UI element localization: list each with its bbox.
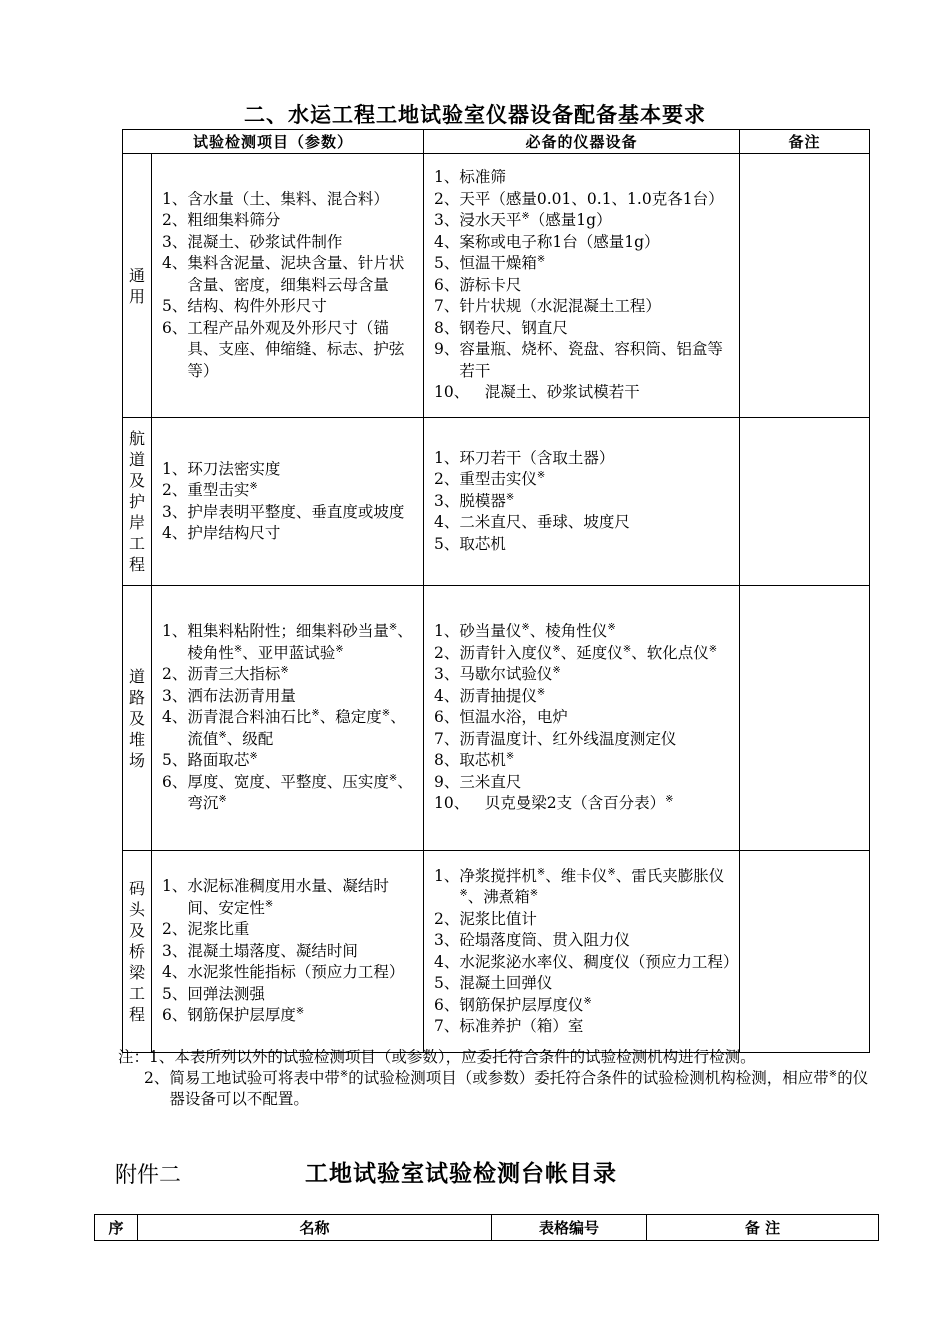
note-number: 1、 <box>149 1048 175 1066</box>
table-row <box>123 154 870 418</box>
note-text: 本表所列以外的试验检测项目（或参数），应委托符合条件的试验检测机构进行检测。 <box>174 1048 756 1066</box>
list-item <box>434 167 731 189</box>
reference-mark: ※ <box>552 643 561 655</box>
equipment-cell <box>424 851 740 1053</box>
reference-mark: ※ <box>233 643 243 655</box>
category-char: 场 <box>128 750 145 770</box>
item-number: 2、 <box>162 211 188 230</box>
list-item <box>162 686 415 708</box>
category-char: 道 <box>128 450 145 469</box>
category-char: 通 <box>128 265 145 285</box>
item-number: 1、 <box>162 877 188 896</box>
header-projects: 试验检测项目（参数） <box>123 130 424 154</box>
item-number: 5、 <box>434 974 460 992</box>
reference-mark: ※ <box>708 643 718 655</box>
item-number: 3、 <box>162 232 188 251</box>
list-item <box>434 448 731 470</box>
item-number: 2、 <box>162 665 188 684</box>
item-text: 钢卷尺、钢直尺 <box>459 318 568 337</box>
item-text: 恒温水浴，电炉 <box>459 708 568 727</box>
attachment-label: 附件二 <box>115 1163 182 1188</box>
item-text: 游标卡尺 <box>459 275 522 294</box>
item-text: 取芯机 <box>459 534 506 553</box>
list-item <box>162 941 415 963</box>
item-text: 容量瓶、烧杯、瓷盘、容积筒、铝盒等若干 <box>459 340 723 380</box>
reference-mark: ※ <box>249 480 258 492</box>
item-text: 脱模器※ <box>459 491 515 510</box>
category-char: 桥 <box>128 942 145 961</box>
category-char: 及 <box>128 921 145 940</box>
item-number: 3、 <box>434 931 460 949</box>
list-item <box>434 707 731 729</box>
equipment-requirements-table <box>122 129 870 1053</box>
item-text: 环刀法密实度 <box>187 459 281 478</box>
reference-mark: ※ <box>622 643 632 655</box>
item-number: 9、 <box>434 772 460 791</box>
reference-mark: ※ <box>280 665 289 677</box>
reference-mark: ※ <box>828 1068 838 1080</box>
item-text: 重型击实仪※ <box>459 470 546 489</box>
equipment-cell <box>424 586 740 851</box>
list-item <box>434 793 731 815</box>
category-cell <box>123 586 152 851</box>
remarks-cell <box>740 418 870 586</box>
item-text: 厚度、宽度、平整度、压实度※、弯沉※ <box>187 772 413 813</box>
attachment-title: 工地试验室试验检测台帐目录 <box>305 1161 617 1187</box>
item-text: 水泥浆泌水率仪、稠度仪（预应力工程） <box>459 952 739 971</box>
list-item <box>162 523 415 545</box>
reference-mark: ※ <box>536 470 546 482</box>
item-number: 6、 <box>434 275 460 294</box>
item-text: 粗细集料筛分 <box>187 211 281 230</box>
item-text: 针片状规（水泥混凝土工程） <box>459 297 661 316</box>
item-number: 6、 <box>162 772 188 791</box>
reference-mark: ※ <box>529 887 539 899</box>
list-item <box>162 772 415 815</box>
item-text: 案称或电子称1台（感量1g） <box>459 232 660 251</box>
item-text: 沥青针入度仪※、延度仪※、软化点仪※ <box>459 643 718 662</box>
reference-mark: ※ <box>505 751 515 763</box>
item-text: 天平（感量0.01、0.1、1.0克各1台） <box>459 189 724 208</box>
item-number: 2、 <box>434 909 460 928</box>
list-item <box>162 253 415 296</box>
item-number: 4、 <box>434 686 460 705</box>
reference-mark: ※ <box>552 665 561 677</box>
reference-mark: ※ <box>521 211 530 223</box>
list-item <box>434 643 731 665</box>
category-char: 及 <box>128 708 145 728</box>
note-number: 2、 <box>144 1069 170 1087</box>
reference-mark: ※ <box>388 772 398 784</box>
item-text: 泥浆比重 <box>187 920 250 939</box>
list-item <box>162 189 415 211</box>
reference-mark: ※ <box>607 866 616 878</box>
item-text: 工程产品外观及外形尺寸（锚具、支座、伸缩缝、标志、护弦等） <box>187 318 405 380</box>
item-number: 3、 <box>434 491 460 510</box>
reference-mark: ※ <box>339 1068 349 1080</box>
list-item <box>434 866 731 909</box>
item-text: 混凝土塌落度、凝结时间 <box>187 941 358 960</box>
list-item <box>162 962 415 984</box>
table-row <box>123 418 870 586</box>
list-item <box>162 750 415 772</box>
list-item <box>434 318 731 340</box>
list-item <box>162 707 415 750</box>
reference-mark: ※ <box>459 887 468 899</box>
item-number: 2、 <box>434 643 460 662</box>
list-item <box>434 686 731 708</box>
item-text: 浸水天平※（感量1g） <box>459 211 612 230</box>
list-item <box>434 621 731 643</box>
item-number: 6、 <box>434 995 460 1014</box>
item-number: 1、 <box>434 866 460 885</box>
item-text: 砼塌落度筒、贯入阻力仪 <box>459 931 630 949</box>
table-row <box>123 586 870 851</box>
item-number: 4、 <box>162 524 188 542</box>
list-item <box>162 919 415 941</box>
item-number: 7、 <box>434 1017 460 1035</box>
note-text: 简易工地试验可将表中带※的试验检测项目（或参数）委托符合条件的试验检测机构检测，相应带※的仪器设备可以不配置。 <box>169 1068 869 1108</box>
list-item <box>162 984 415 1006</box>
reference-mark: ※ <box>311 708 320 720</box>
item-text: 马歇尔试验仪※ <box>459 665 561 684</box>
reference-mark: ※ <box>388 622 398 634</box>
item-number: 5、 <box>162 751 188 770</box>
list-item <box>162 664 415 686</box>
item-number: 8、 <box>434 751 460 770</box>
item-text: 环刀若干（含取土器） <box>459 448 615 467</box>
item-number: 9、 <box>434 340 460 359</box>
category-char: 堆 <box>128 729 145 749</box>
category-cell <box>123 154 152 418</box>
item-number: 4、 <box>162 254 188 273</box>
category-char: 岸 <box>128 513 145 532</box>
item-text: 沥青三大指标※ <box>187 665 289 684</box>
category-char: 程 <box>128 555 145 574</box>
test-projects-cell <box>152 418 424 586</box>
item-text: 水泥浆性能指标（预应力工程） <box>187 963 405 982</box>
list-item <box>162 318 415 383</box>
table-notes <box>118 1047 878 1110</box>
list-item <box>162 480 415 502</box>
item-number: 2、 <box>434 189 460 208</box>
list-item <box>162 621 415 664</box>
item-text: 沥青温度计、红外线温度测定仪 <box>459 729 677 748</box>
reference-mark: ※ <box>607 622 616 634</box>
reference-mark: ※ <box>335 643 344 655</box>
list-item <box>434 232 731 254</box>
list-item <box>434 750 731 772</box>
item-text: 三米直尺 <box>459 772 522 791</box>
item-text: 泥浆比值计 <box>459 909 537 928</box>
test-projects-cell <box>152 586 424 851</box>
item-number: 4、 <box>434 232 460 251</box>
item-text: 标准养护（箱）室 <box>459 1017 584 1035</box>
category-char: 工 <box>128 534 145 553</box>
category-cell <box>123 418 152 586</box>
item-number: 3、 <box>434 665 460 684</box>
list-item <box>162 459 415 481</box>
note-item <box>118 1047 878 1068</box>
item-number: 2、 <box>434 470 460 489</box>
list-item <box>434 973 731 995</box>
category-char: 头 <box>128 900 145 919</box>
category-char: 工 <box>128 984 145 1003</box>
note-label: 注： <box>118 1048 150 1066</box>
item-text: 沥青混合料油石比※、稳定度※、流值※、级配 <box>187 708 406 748</box>
item-number: 1、 <box>162 622 188 641</box>
ledger-header-row <box>95 1215 879 1241</box>
list-item <box>162 876 415 919</box>
item-text: 恒温干燥箱※ <box>459 254 546 273</box>
category-cell <box>123 851 152 1053</box>
item-number: 1、 <box>434 168 460 187</box>
reference-mark: ※ <box>264 898 274 910</box>
reference-mark: ※ <box>295 1006 305 1018</box>
item-number: 1、 <box>434 448 460 467</box>
remarks-cell <box>740 586 870 851</box>
reference-mark: ※ <box>218 794 227 806</box>
ledger-directory-table <box>94 1214 879 1241</box>
category-char: 路 <box>128 687 145 707</box>
item-text: 集料含泥量、泥块含量、针片状含量、密度，细集料云母含量 <box>187 254 405 294</box>
item-number: 7、 <box>434 729 460 748</box>
list-item <box>434 491 731 513</box>
category-char: 及 <box>128 471 145 490</box>
item-number: 3、 <box>162 502 188 521</box>
list-item <box>434 382 731 404</box>
list-item <box>434 1016 731 1038</box>
list-item <box>434 253 731 275</box>
table-row <box>123 851 870 1053</box>
item-text: 护岸表明平整度、垂直度或坡度 <box>187 502 405 521</box>
equipment-cell <box>424 418 740 586</box>
category-char: 程 <box>128 1005 145 1024</box>
item-number: 5、 <box>434 254 460 273</box>
reference-mark: ※ <box>505 491 515 503</box>
item-text: 取芯机※ <box>459 751 515 770</box>
list-item <box>434 534 731 556</box>
list-item <box>162 502 415 524</box>
item-number: 6、 <box>434 708 460 727</box>
category-char: 护 <box>128 492 145 511</box>
ledger-header-name: 名称 <box>138 1215 492 1241</box>
item-number: 8、 <box>434 318 460 337</box>
reference-mark: ※ <box>536 866 546 878</box>
category-char: 码 <box>128 879 145 898</box>
header-equipment: 必备的仪器设备 <box>424 130 740 154</box>
list-item <box>434 210 731 232</box>
header-remarks: 备注 <box>740 130 870 154</box>
list-item <box>434 512 731 534</box>
category-char: 梁 <box>128 963 145 982</box>
category-char: 道 <box>128 666 145 686</box>
item-number: 1、 <box>162 189 188 208</box>
item-text: 含水量（土、集料、混合料） <box>187 189 389 208</box>
list-item <box>162 296 415 318</box>
list-item <box>434 909 731 931</box>
category-char: 航 <box>128 429 145 448</box>
page-title: 二、水运工程工地试验室仪器设备配备基本要求 <box>244 102 706 127</box>
remarks-cell <box>740 154 870 418</box>
item-number: 3、 <box>162 686 188 705</box>
note-item <box>118 1068 878 1110</box>
item-text: 砂当量仪※、棱角性仪※ <box>459 622 616 641</box>
item-text: 贝克曼梁2支（含百分表）※ <box>469 794 674 813</box>
remarks-cell <box>740 851 870 1053</box>
list-item <box>434 995 731 1017</box>
item-number: 1、 <box>434 622 460 641</box>
table-header-row <box>123 130 870 154</box>
item-text: 护岸结构尺寸 <box>187 524 281 542</box>
ledger-header-no: 序 <box>95 1215 138 1241</box>
item-text: 结构、构件外形尺寸 <box>187 297 327 316</box>
list-item <box>434 664 731 686</box>
item-text: 粗集料粘附性；细集料砂当量※、棱角性※、亚甲蓝试验※ <box>187 622 413 662</box>
item-number: 5、 <box>434 534 460 553</box>
item-text: 重型击实※ <box>187 480 258 499</box>
reference-mark: ※ <box>665 794 674 806</box>
reference-mark: ※ <box>536 254 546 266</box>
item-text: 路面取芯※ <box>187 751 258 770</box>
reference-mark: ※ <box>381 708 391 720</box>
ledger-header-remarks: 备 注 <box>647 1215 879 1241</box>
list-item <box>434 952 739 974</box>
list-item <box>434 189 731 211</box>
item-number: 3、 <box>434 211 460 230</box>
item-number: 4、 <box>434 513 460 532</box>
item-number: 1、 <box>162 459 188 478</box>
item-number: 6、 <box>162 1006 188 1025</box>
item-number: 4、 <box>162 708 188 727</box>
list-item <box>434 772 731 794</box>
item-number: 10、 <box>434 794 470 813</box>
list-item <box>162 232 415 254</box>
test-projects-cell <box>152 851 424 1053</box>
item-text: 二米直尺、垂球、坡度尺 <box>459 513 630 532</box>
item-text: 钢筋保护层厚度※ <box>187 1006 305 1025</box>
equipment-cell <box>424 154 740 418</box>
item-number: 5、 <box>162 297 188 316</box>
list-item <box>162 1005 415 1027</box>
item-text: 钢筋保护层厚度仪※ <box>459 995 592 1014</box>
category-char: 用 <box>128 286 145 306</box>
test-projects-cell <box>152 154 424 418</box>
item-number: 2、 <box>162 920 188 939</box>
list-item <box>434 275 731 297</box>
item-text: 洒布法沥青用量 <box>187 686 296 705</box>
item-text: 沥青抽提仪※ <box>459 686 546 705</box>
item-number: 10、 <box>434 383 470 402</box>
item-text: 水泥标准稠度用水量、凝结时间、安定性※ <box>187 877 389 917</box>
item-number: 2、 <box>162 481 188 499</box>
item-text: 回弹法测强 <box>187 984 265 1003</box>
ledger-header-form-no: 表格编号 <box>492 1215 647 1241</box>
reference-mark: ※ <box>249 751 258 763</box>
item-number: 6、 <box>162 318 188 337</box>
item-text: 标准筛 <box>459 168 506 187</box>
list-item <box>162 210 415 232</box>
reference-mark: ※ <box>583 995 592 1007</box>
item-number: 7、 <box>434 297 460 316</box>
list-item <box>434 469 731 491</box>
reference-mark: ※ <box>218 729 227 741</box>
list-item <box>434 296 731 318</box>
reference-mark: ※ <box>521 622 530 634</box>
list-item <box>434 930 731 952</box>
item-text: 混凝土、砂浆试件制作 <box>187 232 343 251</box>
item-number: 4、 <box>162 963 188 982</box>
list-item <box>434 339 731 382</box>
item-number: 4、 <box>434 952 460 971</box>
list-item <box>434 729 731 751</box>
item-number: 3、 <box>162 941 188 960</box>
item-text: 混凝土回弹仪 <box>459 974 553 992</box>
item-number: 5、 <box>162 984 188 1003</box>
item-text: 混凝土、砂浆试模若干 <box>469 383 640 402</box>
reference-mark: ※ <box>536 686 546 698</box>
item-text: 净浆搅拌机※、维卡仪※、雷氏夹膨胀仪※、沸煮箱※ <box>459 866 725 906</box>
